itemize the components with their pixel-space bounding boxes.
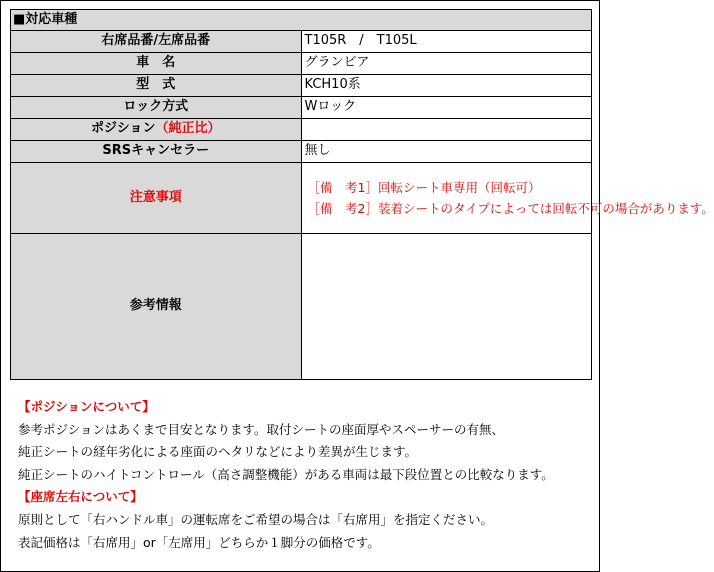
seat-side-note-line: 原則として「右ハンドル車」の運転席をご希望の場合は「右席用」を指定ください。 [18, 511, 494, 527]
notes-value [301, 163, 714, 234]
position-section-heading: 【ポジションについて】 [18, 399, 155, 414]
table-row [11, 119, 592, 141]
lock-type-label: ロック方式 [11, 97, 302, 119]
table-title: ■対応車種 [11, 10, 592, 31]
position-label-note: （純正比） [155, 121, 221, 137]
reference-value [301, 234, 592, 380]
position-note-line: 参考ポジションはあくまで目安となります。取付シートの座面厚やスペーサーの有無、 [18, 421, 504, 437]
note-line: ［備 考1］回転シート車専用（回転可） [307, 180, 541, 195]
table-row [11, 141, 592, 163]
srs-canceller-label: SRSキャンセラー [11, 141, 302, 163]
position-value [301, 119, 592, 141]
model-code-label: 型 式 [11, 75, 302, 97]
compatible-vehicles-table [10, 9, 714, 380]
reference-label: 参考情報 [11, 234, 302, 380]
part-number-value: T105R / T105L [301, 31, 592, 53]
table-row [11, 75, 592, 97]
srs-canceller-value: 無し [301, 141, 592, 163]
position-note-line: 純正シートの経年劣化による座面のヘタリなどにより差異が生じます。 [18, 444, 418, 460]
position-label-text: ポジション [91, 121, 156, 137]
vehicle-name-label: 車 名 [11, 53, 302, 75]
seat-side-note-line: 表記価格は「右席用」or「左席用」どちらか１脚分の価格です。 [18, 534, 380, 550]
position-label [11, 119, 302, 141]
part-number-label: 右席品番/左席品番 [11, 31, 302, 53]
table-title-row [11, 10, 592, 31]
seat-side-section-heading: 【座席左右について】 [18, 489, 143, 505]
vehicle-name-value: グランビア [301, 53, 592, 75]
position-note-line: 純正シートのハイトコントロール（高さ調整機能）がある車両は最下段位置との比較なります。 [18, 466, 554, 482]
table-row [11, 97, 592, 119]
model-code-value: KCH10系 [301, 75, 592, 97]
footer-notes [18, 396, 594, 554]
table-row [11, 31, 592, 53]
table-row [11, 234, 592, 380]
lock-type-value: Wロック [301, 97, 592, 119]
table-row [11, 163, 592, 234]
notes-label: 注意事項 [11, 163, 302, 234]
table-row [11, 53, 592, 75]
note-line: ［備 考2］装着シートのタイプによっては回転不可の場合があります。 [307, 201, 714, 216]
